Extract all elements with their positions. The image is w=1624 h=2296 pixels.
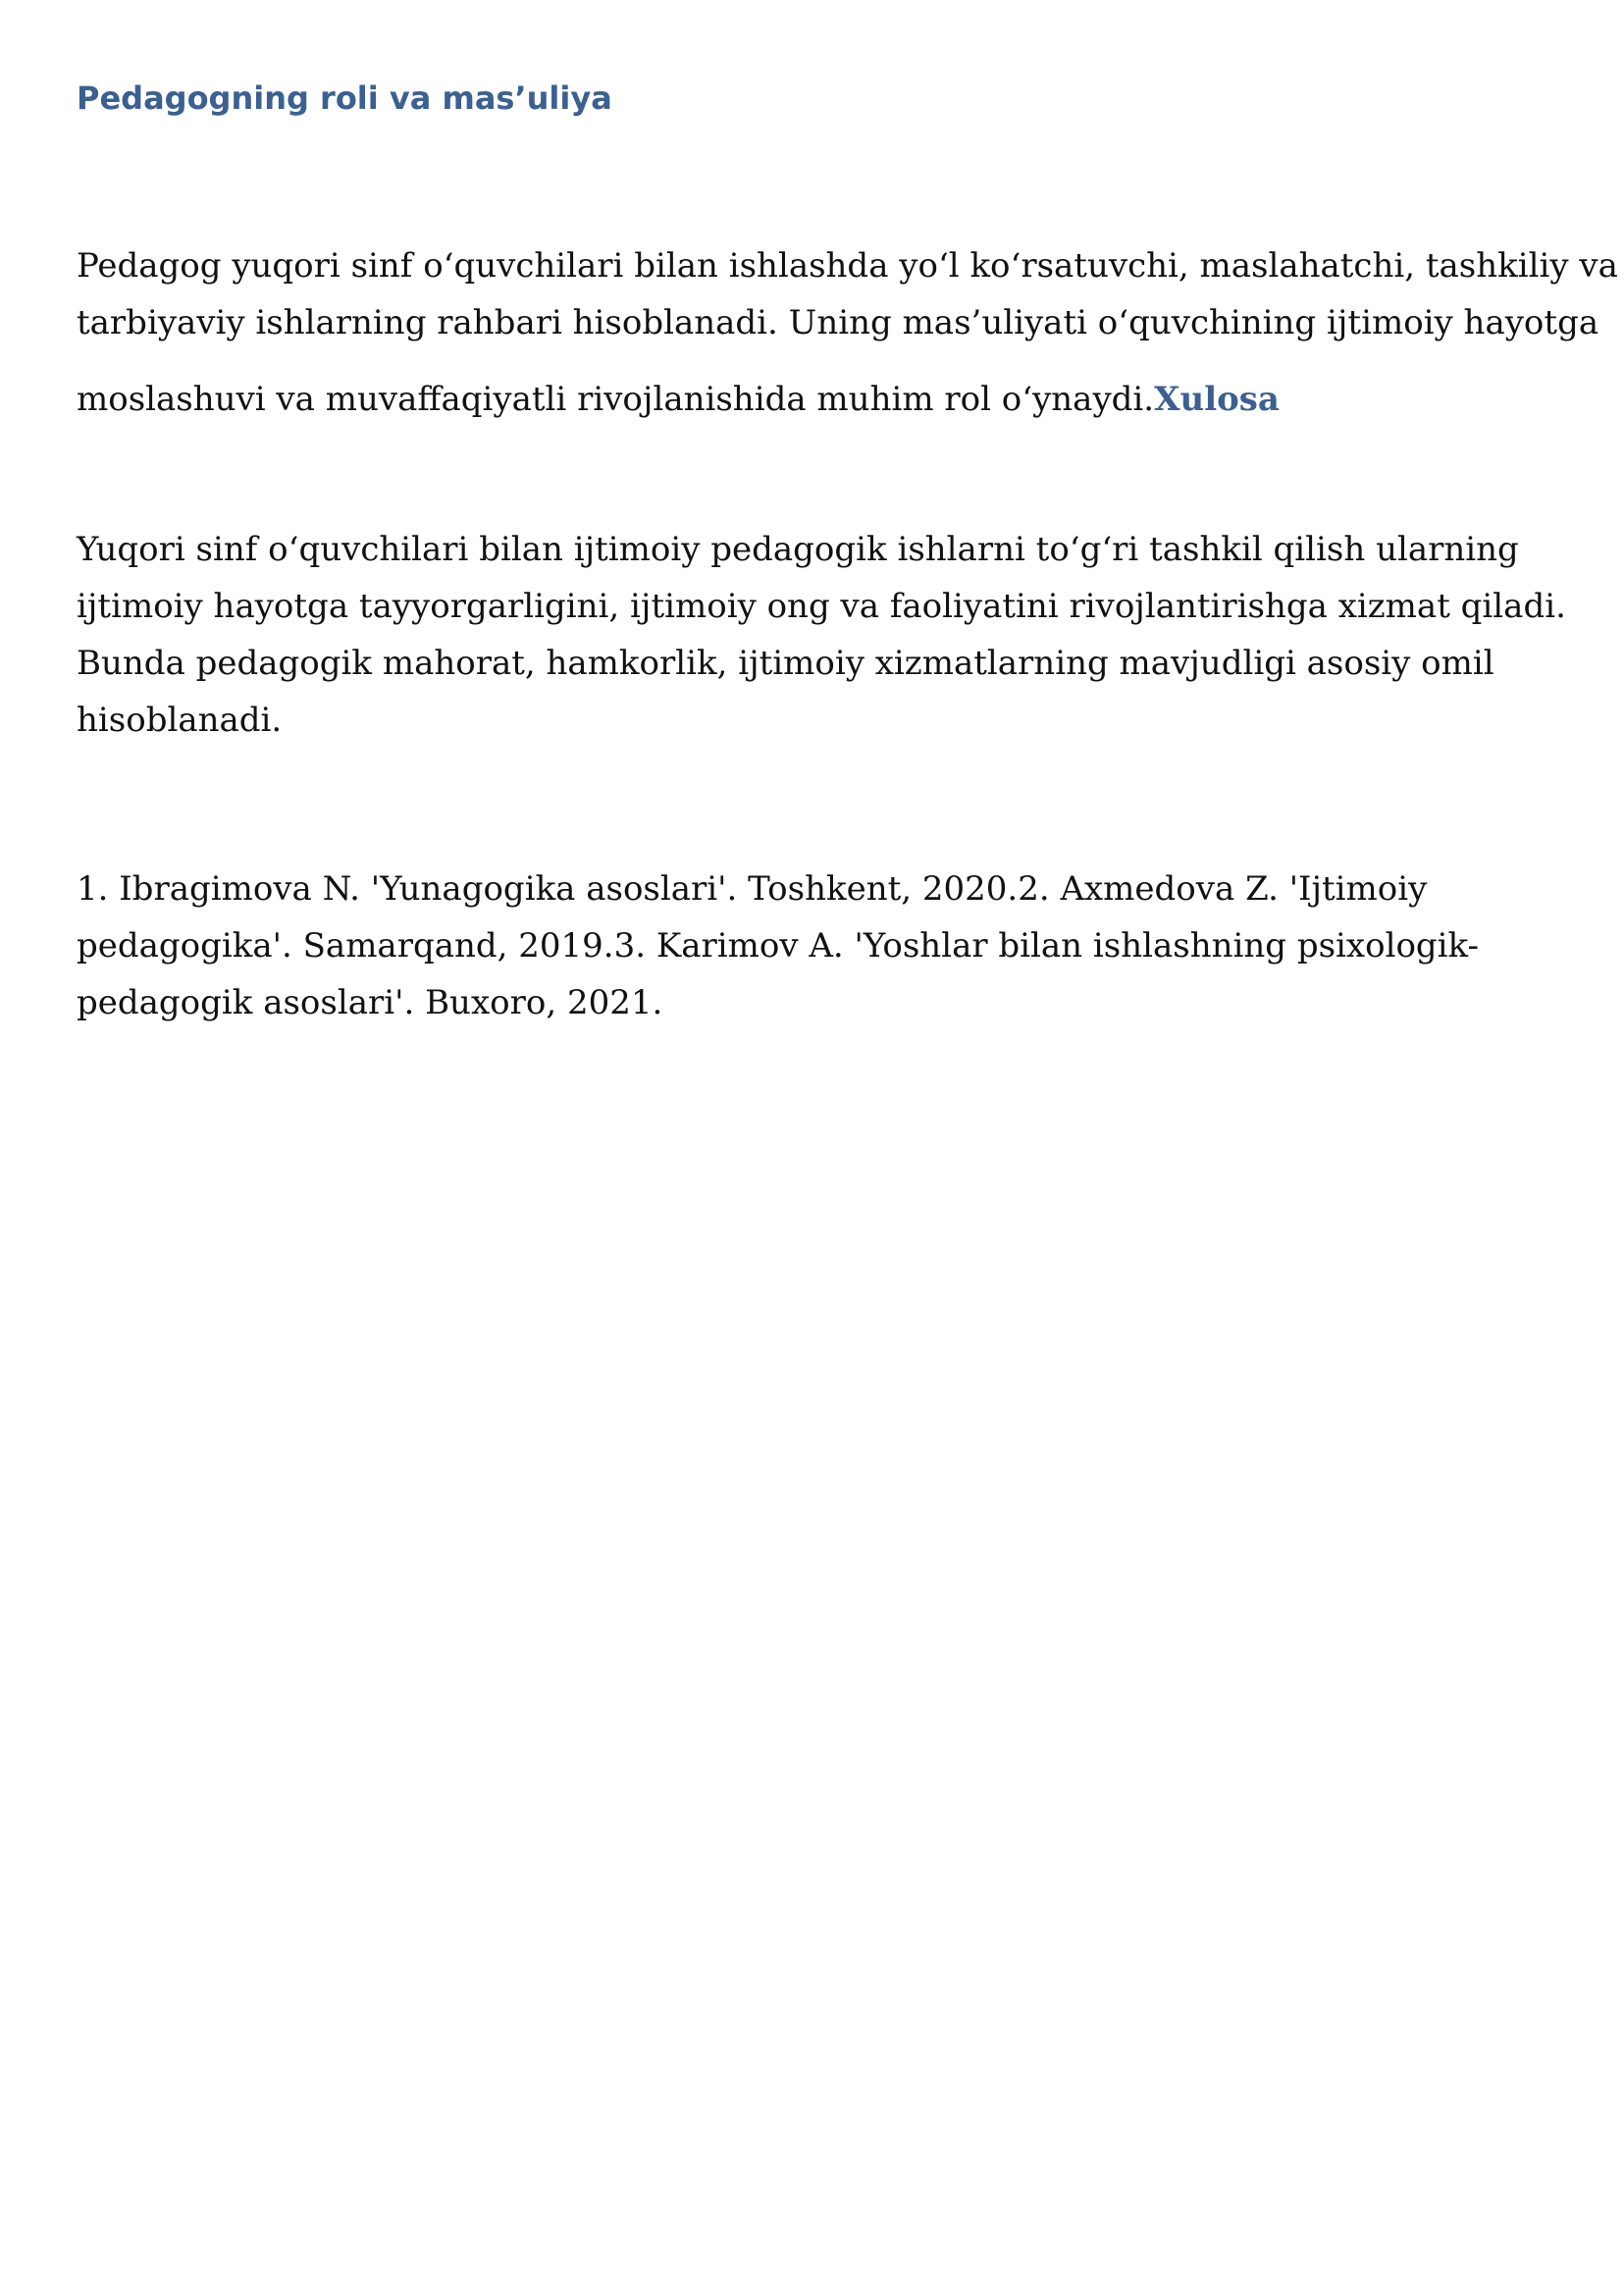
paragraph-line: Yuqori sinf o‘quvchilari bilan ijtimoiy pedagogik ishlarni to‘g‘ri tashkil qilish ularning [77,530,1519,569]
paragraph-line: Pedagog yuqori sinf o‘quvchilari bilan ishlashda yo‘l ko‘rsatuvchi, maslahatchi, tashkiliy va [77,246,1618,286]
paragraph-conclusion [77,521,1568,749]
paragraph-line-text: moslashuvi va muvaffaqiyatli rivojlanishida muhim rol o‘ynaydi. [77,380,1155,419]
paragraph-role-responsibility [77,237,1618,428]
paragraph-line: Bunda pedagogik mahorat, hamkorlik, ijtimoiy xizmatlarning mavjudligi asosiy omil [77,644,1494,683]
paragraph-line: hisoblanadi. [77,701,283,740]
section-heading: Pedagogning roli va mas’uliya [77,79,612,117]
references-list [77,861,1568,1031]
paragraph-line: ijtimoiy hayotga tayyorgarligini, ijtimoiy ong va faoliyatini rivojlantirishga xizmat qiladi. [77,587,1566,626]
paragraph-line: tarbiyaviy ishlarning rahbari hisoblanadi. Uning mas’uliyati o‘quvchining ijtimoiy hayotga [77,303,1599,342]
reference-line: pedagogika'. Samarqand, 2019.3. Karimov A. 'Yoshlar bilan ishlashning psixologik- [77,926,1480,965]
reference-line: 1. Ibragimova N. 'Yunagogika asoslari'. Toshkent, 2020.2. Axmedova Z. 'Ijtimoiy [77,869,1428,909]
paragraph-line [77,371,1568,428]
reference-line: pedagogik asoslari'. Buxoro, 2021. [77,983,663,1022]
conclusion-heading: Xulosa [1154,380,1280,419]
